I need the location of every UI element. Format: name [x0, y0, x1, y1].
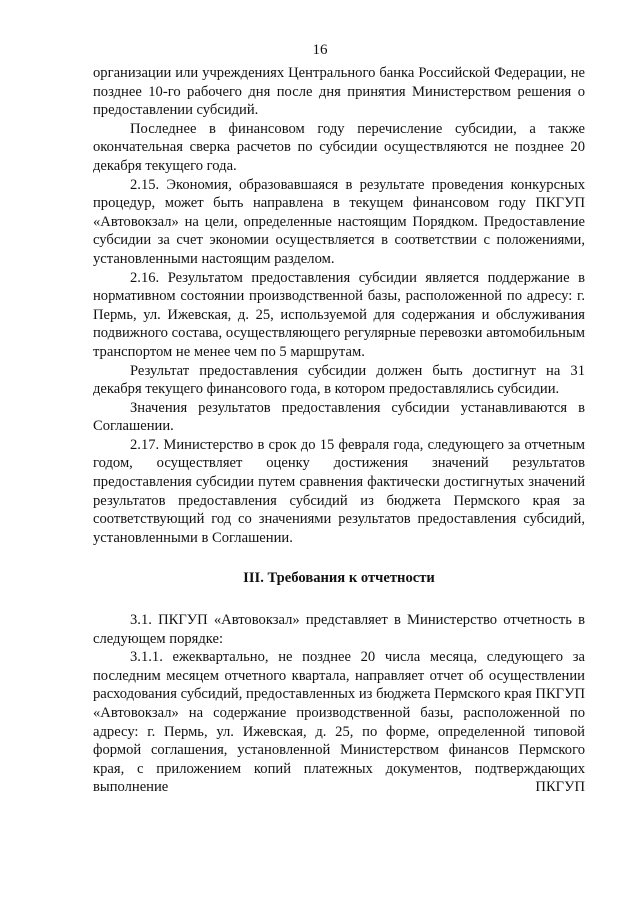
document-body [93, 64, 585, 797]
paragraph-continuation: организации или учреждениях Центрального банка Российской Федерации, не позднее 10-го рабочего дня после дня принятия Министерством решения о предоставлении субсидий. [93, 65, 585, 119]
paragraph-result-values: Значения результатов предоставления субсидии устанавливаются в Соглашении. [93, 399, 585, 435]
paragraph-2-15: 2.15. Экономия, образовавшаяся в результате проведения конкурсных процедур, может быть направлена в текущем финансовом году ПКГУП «Автовокзал» на цели, определенные настоящим Порядком. Предоставление субсидии за счет экономии осуществляется в соответствии с положениями, установленными настоящим разделом. [93, 176, 585, 267]
paragraph-3-1-1: 3.1.1. ежеквартально, не позднее 20 числа месяца, следующего за последним месяцем отчетного квартала, направляет отчет об осуществлении расходования субсидий, предоставленных из бюджета Пермского края ПКГУП «Автовокзал» на содержание производственной базы, расположенной по адресу: г. Пермь, ул. Ижевская, д. 25, по форме, определенной типовой формой соглашения, установленной Министерством финансов Пермского края, с приложением копий платежных документов, подтверждающих выполнение ПКГУП [93, 649, 585, 796]
paragraph-2-17: 2.17. Министерство в срок до 15 февраля года, следующего за отчетным годом, осуществляет оценку достижения значений результатов предоставления субсидии путем сравнения фактически достигнутых значений результатов предоставления субсидий из бюджета Пермского края за соответствующий год со значениями результатов предоставления субсидий, установленными в Соглашении. [93, 436, 585, 546]
paragraph-final-transfer: Последнее в финансовом году перечисление субсидии, а также окончательная сверка расчетов по субсидии осуществляются не позднее 20 декабря текущего года. [93, 120, 585, 174]
paragraph-result-deadline: Результат предоставления субсидии должен быть достигнут на 31 декабря текущего финансового года, в котором предоставлялись субсидии. [93, 362, 585, 398]
paragraph-2-16: 2.16. Результатом предоставления субсидии является поддержание в нормативном состоянии производственной базы, расположенной по адресу: г. Пермь, ул. Ижевская, д. 25, используемой для содержания и обслуживания подвижного состава, осуществляющего регулярные перевозки автомобильным транспортом не менее чем по 5 маршрутам. [93, 269, 585, 360]
section-heading: III. Требования к отчетности [243, 570, 435, 587]
page-number: 16 [312, 42, 328, 58]
paragraph-3-1: 3.1. ПКГУП «Автовокзал» представляет в Министерство отчетность в следующем порядке: [93, 612, 585, 647]
